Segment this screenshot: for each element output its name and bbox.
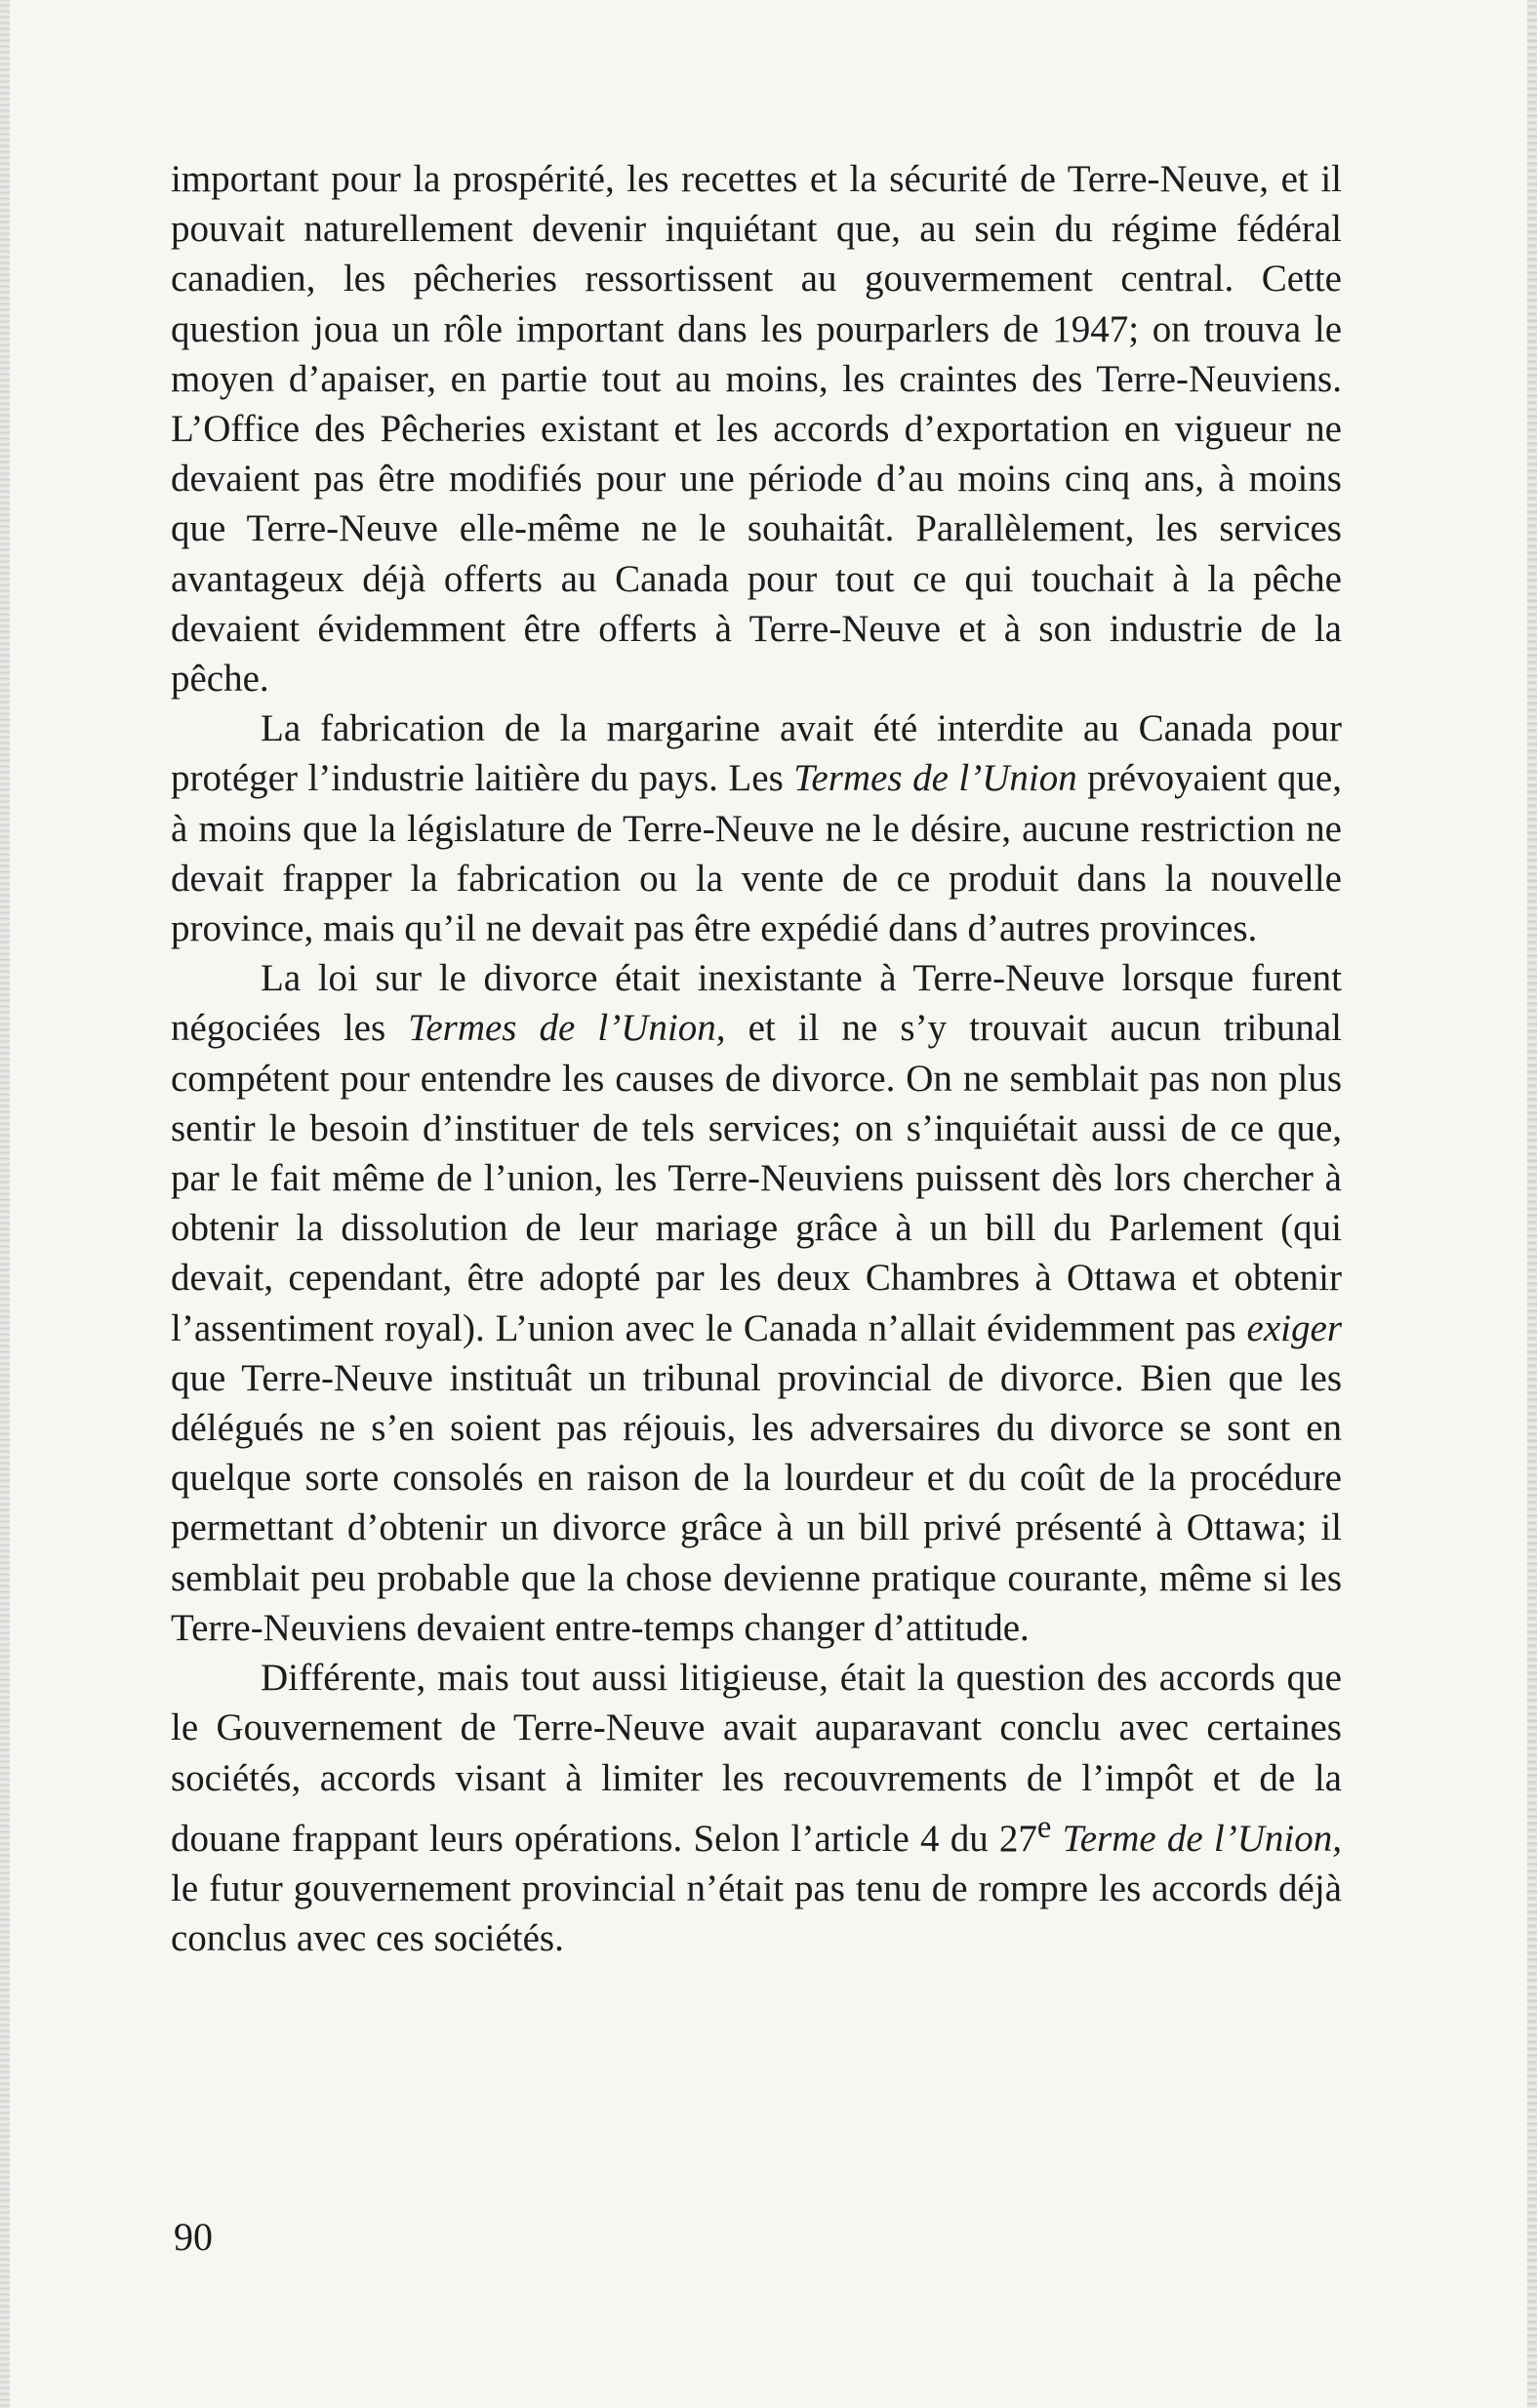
body-text <box>171 154 1342 1963</box>
paragraph-1: important pour la prospérité, les recettes et la sécurité de Terre-Neuve, et il pouvait naturellement devenir inquiétant que, au sein du régime fédéral canadien, les pêcheries ressortissent au gouvermement central. Cette question joua un rôle important dans les pourparlers de 1947; on trouva le moyen d’apaiser, en partie tout au moins, les craintes des Terre-Neuviens. L’Office des Pêcheries existant et les accords d’exportation en vigueur ne devaient pas être modifiés pour une période d’au moins cinq ans, à moins que Terre-Neuve elle-même ne le souhaitât. Parallèlement, les services avantageux déjà offerts au Canada pour tout ce qui touchait à la pêche devaient évidemment être offerts à Terre-Neuve et à son industrie de la pêche. <box>171 158 1342 701</box>
paragraph-3-italic-title: Termes de l’Union, <box>408 1007 726 1050</box>
paragraph-4-italic-title: Terme de l’Union, <box>1062 1817 1342 1860</box>
paragraph-2-italic-title: Termes de l’Union <box>793 757 1077 800</box>
paragraph-4-text-b: le futur gouvernement provincial n’était pas tenu de rompre les accords déjà conclus avec ces sociétés. <box>171 1866 1342 1960</box>
paragraph-2-text-b: prévoyaient que, à moins que la législature de Terre-Neuve ne le désire, aucune restriction ne devait frapper la fabrication ou la vente de ce produit dans la nouvelle province, mais qu’il ne devait pas être expédié dans d’autres provinces. <box>171 757 1342 950</box>
paragraph-4-text-a: Différente, mais tout aussi litigieuse, était la question des accords que le Gouvernement de Terre-Neuve avait auparavant conclu avec certaines sociétés, accords visant à limiter les recouvrements de l’impôt et de la douane frappant leurs opérations. Selon l’article 4 du 27 <box>171 1657 1342 1860</box>
paragraph-3-italic-word: exiger <box>1246 1306 1342 1349</box>
paragraph-3-text-b: et il ne s’y trouvait aucun tribunal compétent pour entendre les causes de divorce. On ne semblait pas non plus sentir le besoin d’instituer de tels services; on s’inquiétait aussi de ce que, par le fait même de l’union, les Terre-Neuviens puissent dès lors chercher à obtenir la dissolution de leur mariage grâce à un bill du Parlement (qui devait, cependant, être adopté par les deux Chambres à Ottawa et obtenir l’assentiment royal). L’union avec le Canada n’allait évidemment pas <box>171 1007 1342 1349</box>
paragraph-3-text-a: La loi sur le divorce était inexistante à Terre-Neuve lorsque furent négociées les <box>171 957 1342 1050</box>
paragraph-4-superscript: e <box>1036 1809 1052 1845</box>
page-edge-left <box>0 0 10 2408</box>
paragraph-2 <box>171 703 1342 953</box>
paragraph-4-space <box>1051 1818 1062 1860</box>
paragraph-4 <box>171 1653 1342 1963</box>
paragraph-2-text-a: La fabrication de la margarine avait été interdite au Canada pour protéger l’industrie laitière du pays. Les <box>171 707 1342 800</box>
paragraph-3-text-c: que Terre-Neuve instituât un tribunal provincial de divorce. Bien que les délégués ne s’en soient pas réjouis, les adversaires du divorce se sont en quelque sorte consolés en raison de la lourdeur et du coût de la procédure permettant d’obtenir un divorce grâce à un bill privé présenté à Ottawa; il semblait peu probable que la chose devienne pratique courante, même si les Terre-Neuviens devaient entre-temps changer d’attitude. <box>171 1356 1342 1649</box>
page-number: 90 <box>174 2215 213 2259</box>
paragraph-3 <box>171 953 1342 1653</box>
page-edge-right <box>1527 0 1537 2408</box>
